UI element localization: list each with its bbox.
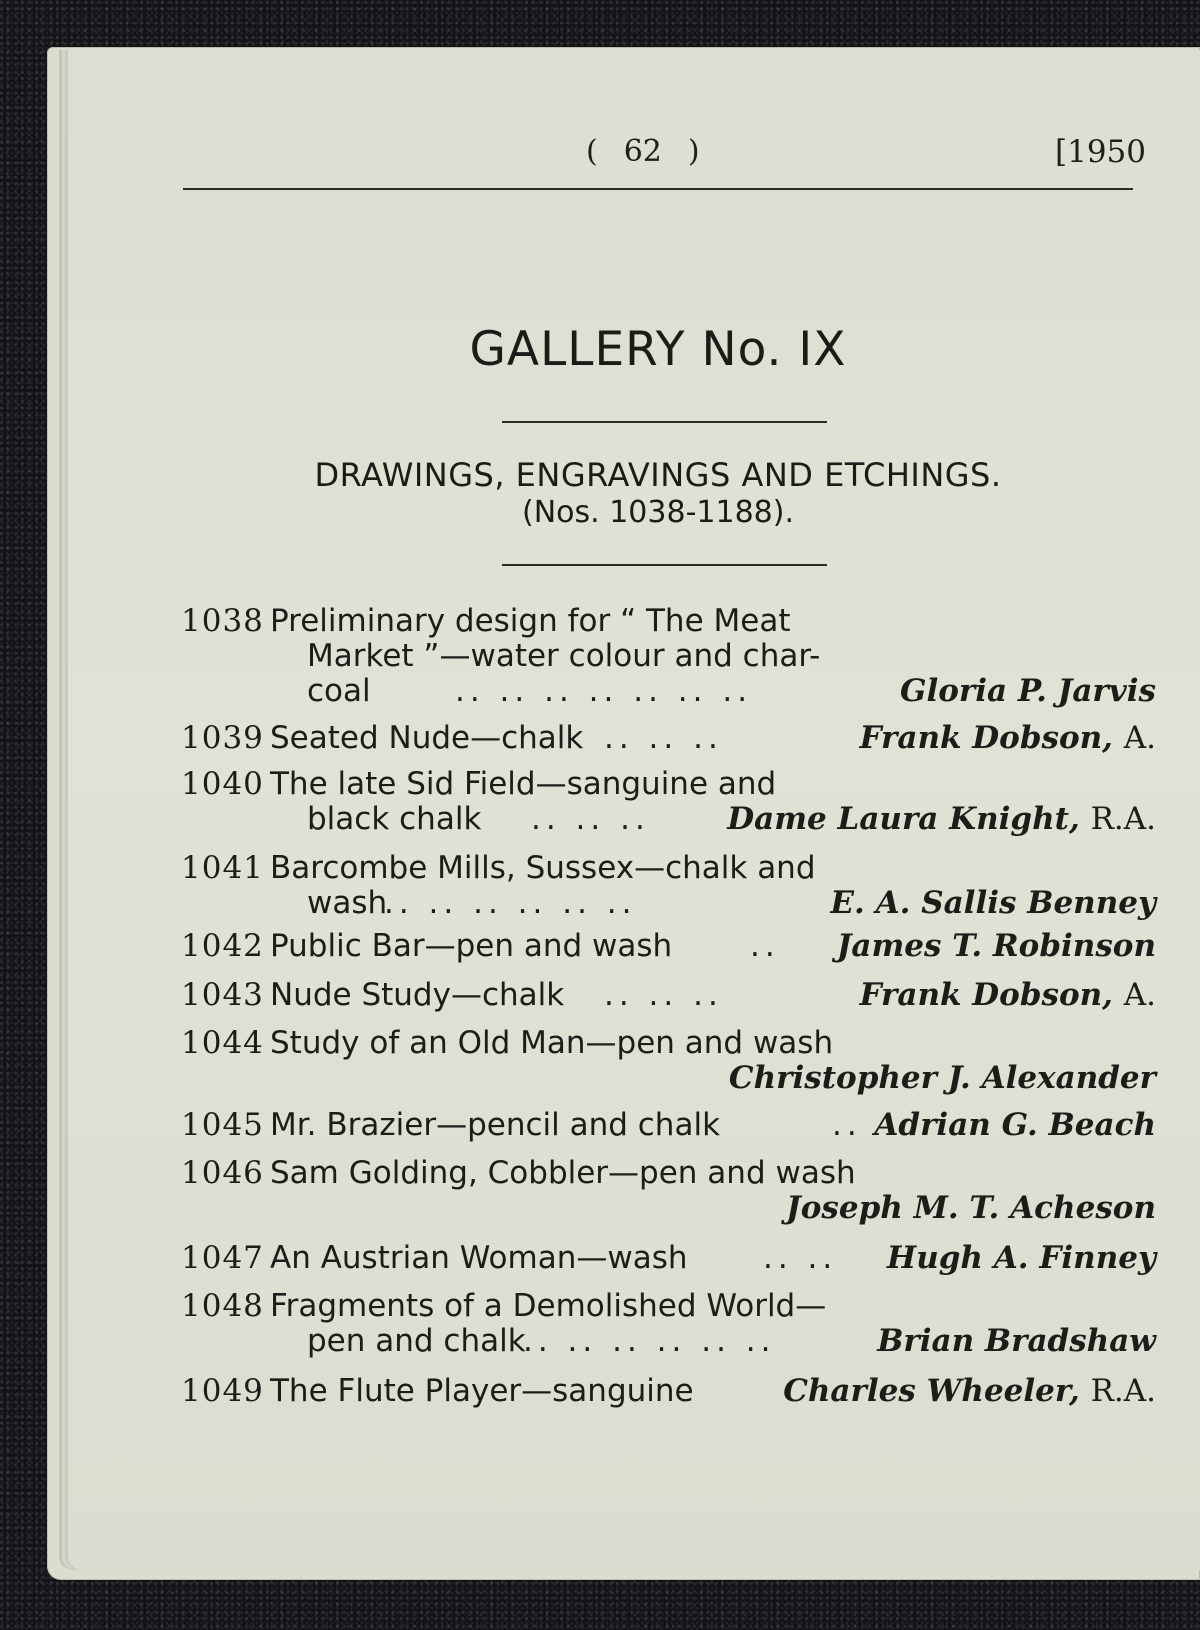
- entry-number: 1049: [181, 1373, 264, 1409]
- entry-number: 1048: [181, 1288, 264, 1324]
- artist-name: Brian Bradshaw: [877, 1323, 1156, 1359]
- dot-leader: .. .. ..: [604, 720, 723, 756]
- dot-leader: .. .. ..: [531, 801, 650, 837]
- page-number: ( 62 ): [586, 134, 700, 169]
- section-number-range: (Nos. 1038-1188).: [522, 495, 794, 530]
- running-head-year: [1950: [1055, 134, 1146, 170]
- entry-number: 1039: [181, 720, 264, 756]
- title-divider: [502, 421, 827, 423]
- entry-number: 1045: [181, 1107, 264, 1143]
- artist-name: Charles Wheeler, R.A.: [783, 1373, 1156, 1409]
- artist-name: Gloria P. Jarvis: [899, 673, 1156, 709]
- artist-name: Frank Dobson, A.: [859, 977, 1156, 1013]
- entry-title-line: Seated Nude—chalk: [270, 720, 584, 756]
- dot-leader: .. .. .. .. .. .. ..: [455, 673, 753, 709]
- entry-title-line: Preliminary design for “ The Meat: [270, 603, 791, 639]
- artist-name: E. A. Sallis Benney: [830, 885, 1156, 921]
- entry-number: 1044: [181, 1025, 264, 1061]
- entry-title-line: Mr. Brazier—pencil and chalk: [270, 1107, 721, 1143]
- dot-leader: .. .. .. .. .. ..: [523, 1323, 776, 1359]
- entry-number: 1038: [181, 603, 264, 639]
- entry-title-line: The Flute Player—sanguine: [270, 1373, 694, 1409]
- entry-title-line: Study of an Old Man—pen and wash: [270, 1025, 834, 1061]
- artist-name: Dame Laura Knight, R.A.: [727, 801, 1156, 837]
- entry-title-line: Public Bar—pen and wash: [270, 928, 673, 964]
- dot-leader: .. .. ..: [604, 977, 723, 1013]
- entry-number: 1043: [181, 977, 264, 1013]
- dot-leader: ..: [750, 928, 780, 964]
- entry-number: 1040: [181, 766, 264, 802]
- entry-title-line: Barcombe Mills, Sussex—chalk and: [270, 850, 816, 886]
- entry-title-line: The late Sid Field—sanguine and: [270, 766, 777, 802]
- entry-number: 1041: [181, 850, 264, 886]
- artist-name: Christopher J. Alexander: [728, 1060, 1156, 1096]
- gallery-title: GALLERY No. IX: [469, 322, 847, 377]
- artist-name: Adrian G. Beach: [874, 1107, 1156, 1143]
- entry-title-line: black chalk: [307, 801, 482, 837]
- artist-name: Frank Dobson, A.: [859, 720, 1156, 756]
- entry-number: 1047: [181, 1240, 264, 1276]
- entry-number: 1046: [181, 1155, 264, 1191]
- dot-leader: ..: [832, 1107, 862, 1143]
- section-divider: [502, 564, 827, 566]
- dot-leader: .. .. .. .. .. ..: [384, 885, 637, 921]
- dot-leader: .. ..: [763, 1240, 838, 1276]
- entry-number: 1042: [181, 928, 264, 964]
- entry-title-line: An Austrian Woman—wash: [270, 1240, 688, 1276]
- entry-title-line: coal: [307, 673, 371, 709]
- section-heading: DRAWINGS, ENGRAVINGS AND ETCHINGS.: [314, 456, 1002, 494]
- header-rule: [183, 188, 1133, 190]
- entry-title-line: pen and chalk: [307, 1323, 526, 1359]
- entry-title-line: Sam Golding, Cobbler—pen and wash: [270, 1155, 856, 1191]
- entry-title-line: Fragments of a Demolished World—: [270, 1288, 827, 1324]
- artist-name: Joseph M. T. Acheson: [786, 1190, 1156, 1226]
- entry-title-line: wash: [307, 885, 388, 921]
- artist-name: James T. Robinson: [836, 928, 1156, 964]
- entry-title-line: Market ”—water colour and char-: [307, 638, 821, 674]
- entry-title-line: Nude Study—chalk: [270, 977, 565, 1013]
- artist-name: Hugh A. Finney: [886, 1240, 1156, 1276]
